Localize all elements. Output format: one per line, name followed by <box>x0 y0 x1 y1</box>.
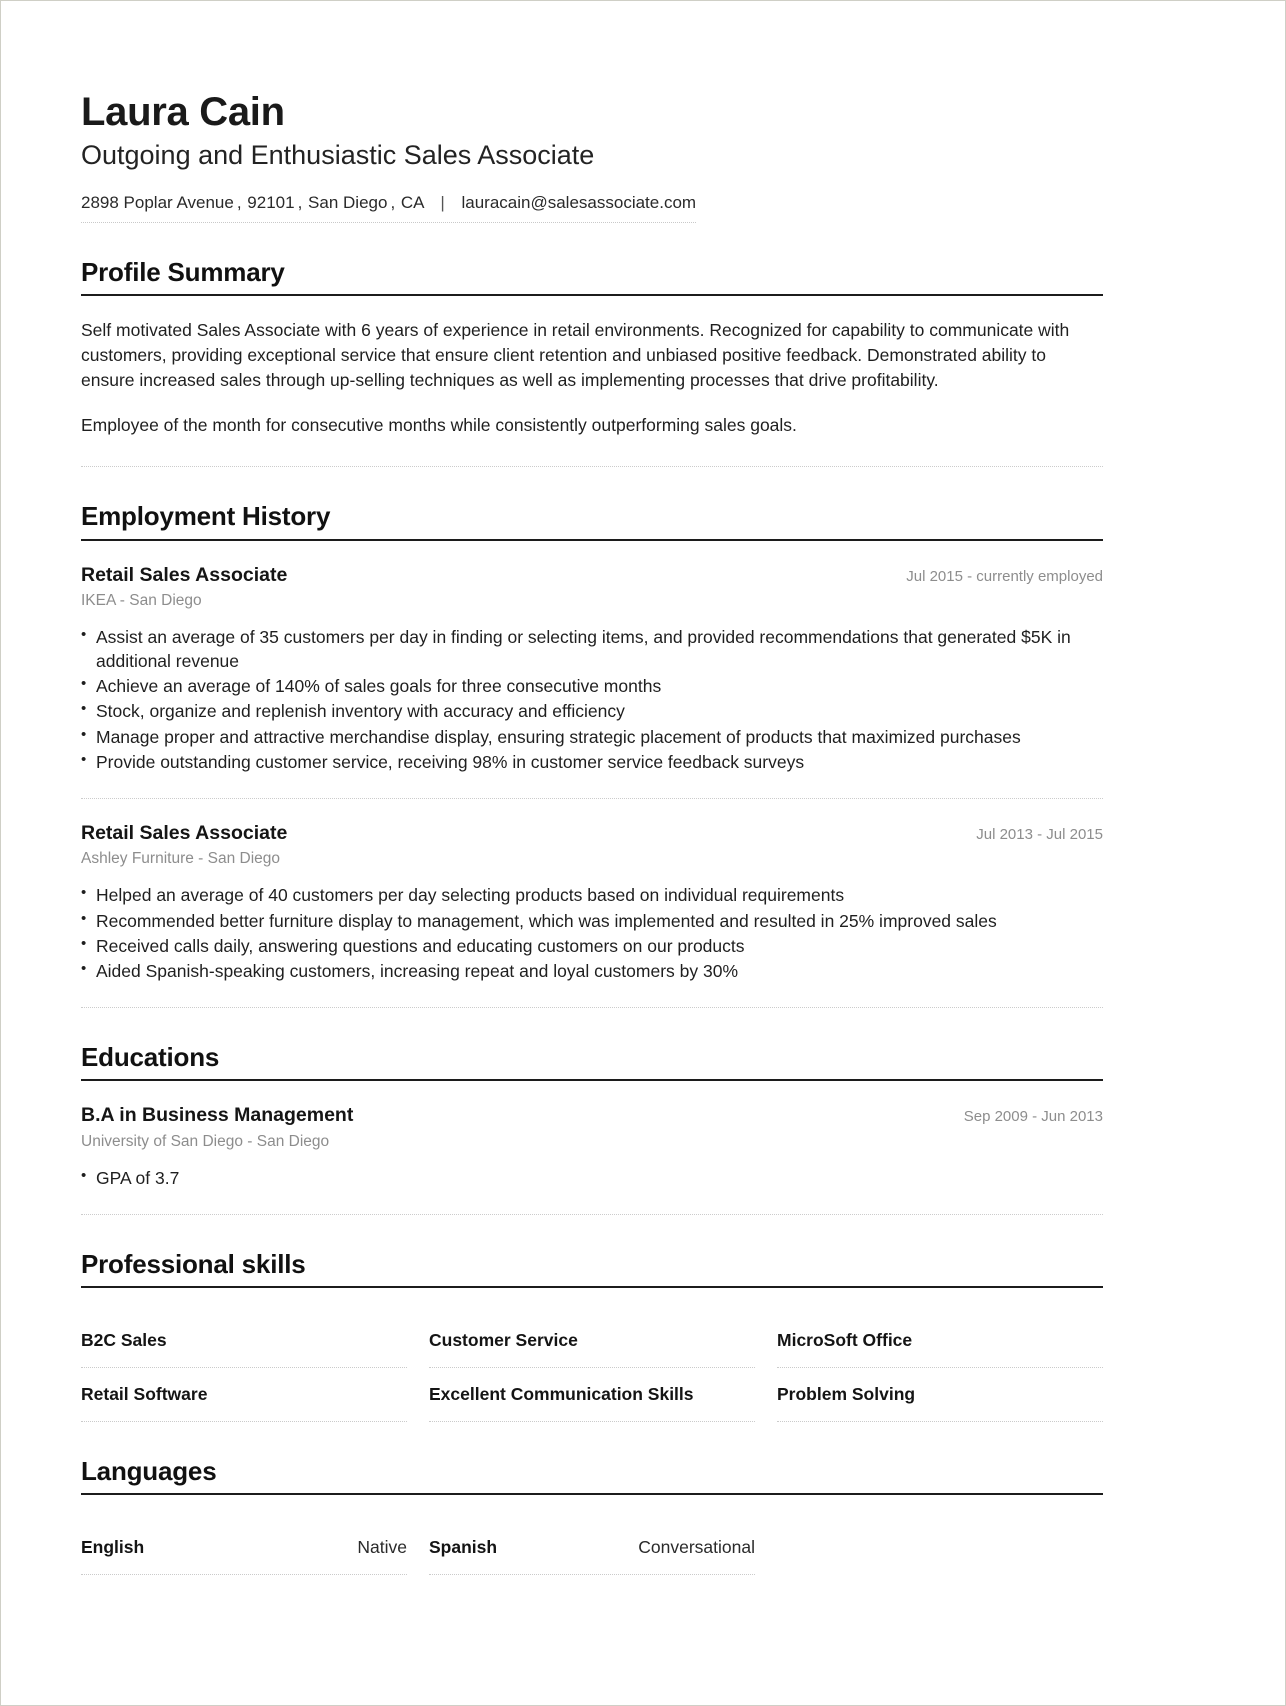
skill-label: B2C Sales <box>81 1329 167 1350</box>
bullet-item: • Aided Spanish-speaking customers, increasing repeat and loyal customers by 30% <box>81 959 1103 983</box>
bullet-item: • Stock, organize and replenish inventory with accuracy and efficiency <box>81 699 1103 723</box>
skill-item <box>429 1368 755 1422</box>
bullet-item: • Helped an average of 40 customers per day selecting products based on individual requirements <box>81 883 1103 907</box>
employment-job-title: Retail Sales Associate <box>81 563 288 586</box>
education-entry-divider <box>81 1214 1103 1215</box>
contact-line <box>81 193 696 223</box>
contact-comma-2: , <box>297 192 303 212</box>
contact-state: CA <box>400 192 424 212</box>
language-proficiency: Conversational <box>638 1537 755 1558</box>
employment-organization: IKEA - San Diego <box>81 591 202 609</box>
skill-label: Customer Service <box>429 1329 578 1350</box>
bullet-item: • GPA of 3.7 <box>81 1166 1103 1190</box>
education-bullet-list <box>81 1166 1103 1190</box>
education-entry-head <box>81 1103 1103 1127</box>
contact-separator: | <box>440 192 445 212</box>
section-profile-summary <box>81 257 1103 468</box>
skill-item <box>777 1314 1103 1368</box>
profile-paragraph: Employee of the month for consecutive months while consistently outperforming sales goals. <box>81 415 797 436</box>
skill-item <box>81 1314 407 1368</box>
language-item-placeholder <box>777 1521 1103 1575</box>
skill-label: Excellent Communication Skills <box>429 1383 694 1404</box>
profile-body <box>81 296 1103 438</box>
employment-date-range: Jul 2015 - currently employed <box>906 567 1103 585</box>
skill-item <box>81 1368 407 1422</box>
skill-label: Problem Solving <box>777 1383 916 1404</box>
education-date-range: Sep 2009 - Jun 2013 <box>963 1108 1103 1126</box>
education-institution: University of San Diego - San Diego <box>81 1132 330 1150</box>
bullet-item: • Assist an average of 35 customers per day in finding or selecting items, and provided recommendations that generated $5K in additional revenue <box>81 625 1103 673</box>
contact-zip: 92101 <box>247 192 295 212</box>
section-professional-skills <box>81 1249 1103 1422</box>
skill-item <box>429 1314 755 1368</box>
resume-header <box>81 89 1103 223</box>
section-title-educations: Educations <box>81 1041 220 1072</box>
section-educations <box>81 1042 1103 1215</box>
bullet-item: • Recommended better furniture display to management, which was implemented and resulted in 25% improved sales <box>81 909 1103 933</box>
employment-entry <box>81 541 1103 799</box>
skill-item <box>777 1368 1103 1422</box>
candidate-headline: Outgoing and Enthusiastic Sales Associate <box>81 140 595 170</box>
language-label: Spanish <box>429 1537 498 1558</box>
employment-entry <box>81 799 1103 1008</box>
resume-content <box>81 1 1103 1575</box>
employment-entry-head <box>81 563 1103 587</box>
candidate-name: Laura Cain <box>81 90 285 134</box>
section-employment-history <box>81 501 1103 1008</box>
employment-date-range: Jul 2013 - Jul 2015 <box>976 825 1103 843</box>
language-proficiency: Native <box>357 1537 407 1558</box>
contact-email[interactable]: lauracain@salesassociate.com <box>461 192 697 212</box>
language-label: English <box>81 1537 145 1558</box>
section-title-skills: Professional skills <box>81 1248 306 1279</box>
skills-grid <box>81 1288 1103 1422</box>
employment-bullet-list <box>81 883 1103 983</box>
section-languages <box>81 1456 1103 1575</box>
section-title-employment: Employment History <box>81 501 331 532</box>
section-title-languages: Languages <box>81 1455 217 1486</box>
contact-comma-1: , <box>236 192 242 212</box>
employment-entry-head <box>81 821 1103 845</box>
education-degree: B.A in Business Management <box>81 1104 354 1127</box>
languages-grid <box>81 1495 1103 1575</box>
bullet-item: • Achieve an average of 140% of sales goals for three consecutive months <box>81 674 1103 698</box>
contact-city: San Diego <box>308 192 388 212</box>
employment-organization: Ashley Furniture - San Diego <box>81 850 281 868</box>
education-entry <box>81 1081 1103 1215</box>
contact-comma-3: , <box>390 192 396 212</box>
employment-entry-divider <box>81 1007 1103 1008</box>
employment-bullet-list <box>81 625 1103 774</box>
profile-divider <box>81 466 1103 467</box>
bullet-item: • Provide outstanding customer service, receiving 98% in customer service feedback surveys <box>81 750 1103 774</box>
language-item <box>81 1521 407 1575</box>
employment-job-title: Retail Sales Associate <box>81 821 288 844</box>
contact-street: 2898 Poplar Avenue <box>81 192 234 212</box>
section-title-profile: Profile Summary <box>81 256 285 287</box>
profile-paragraph: Self motivated Sales Associate with 6 years of experience in retail environments. Recognized for capability to communicate with customers, providing exceptional service that ensure client retention and unbiased positive feedback. Demonstrated ability to ensure increased sales through up-selling techniques as well as implementing processes that drive profitability. <box>81 319 1070 390</box>
language-item <box>429 1521 755 1575</box>
skill-label: Retail Software <box>81 1383 208 1404</box>
skill-label: MicroSoft Office <box>777 1329 913 1350</box>
bullet-item: • Manage proper and attractive merchandise display, ensuring strategic placement of products that maximized purchases <box>81 725 1103 749</box>
bullet-item: • Received calls daily, answering questions and educating customers on our products <box>81 934 1103 958</box>
